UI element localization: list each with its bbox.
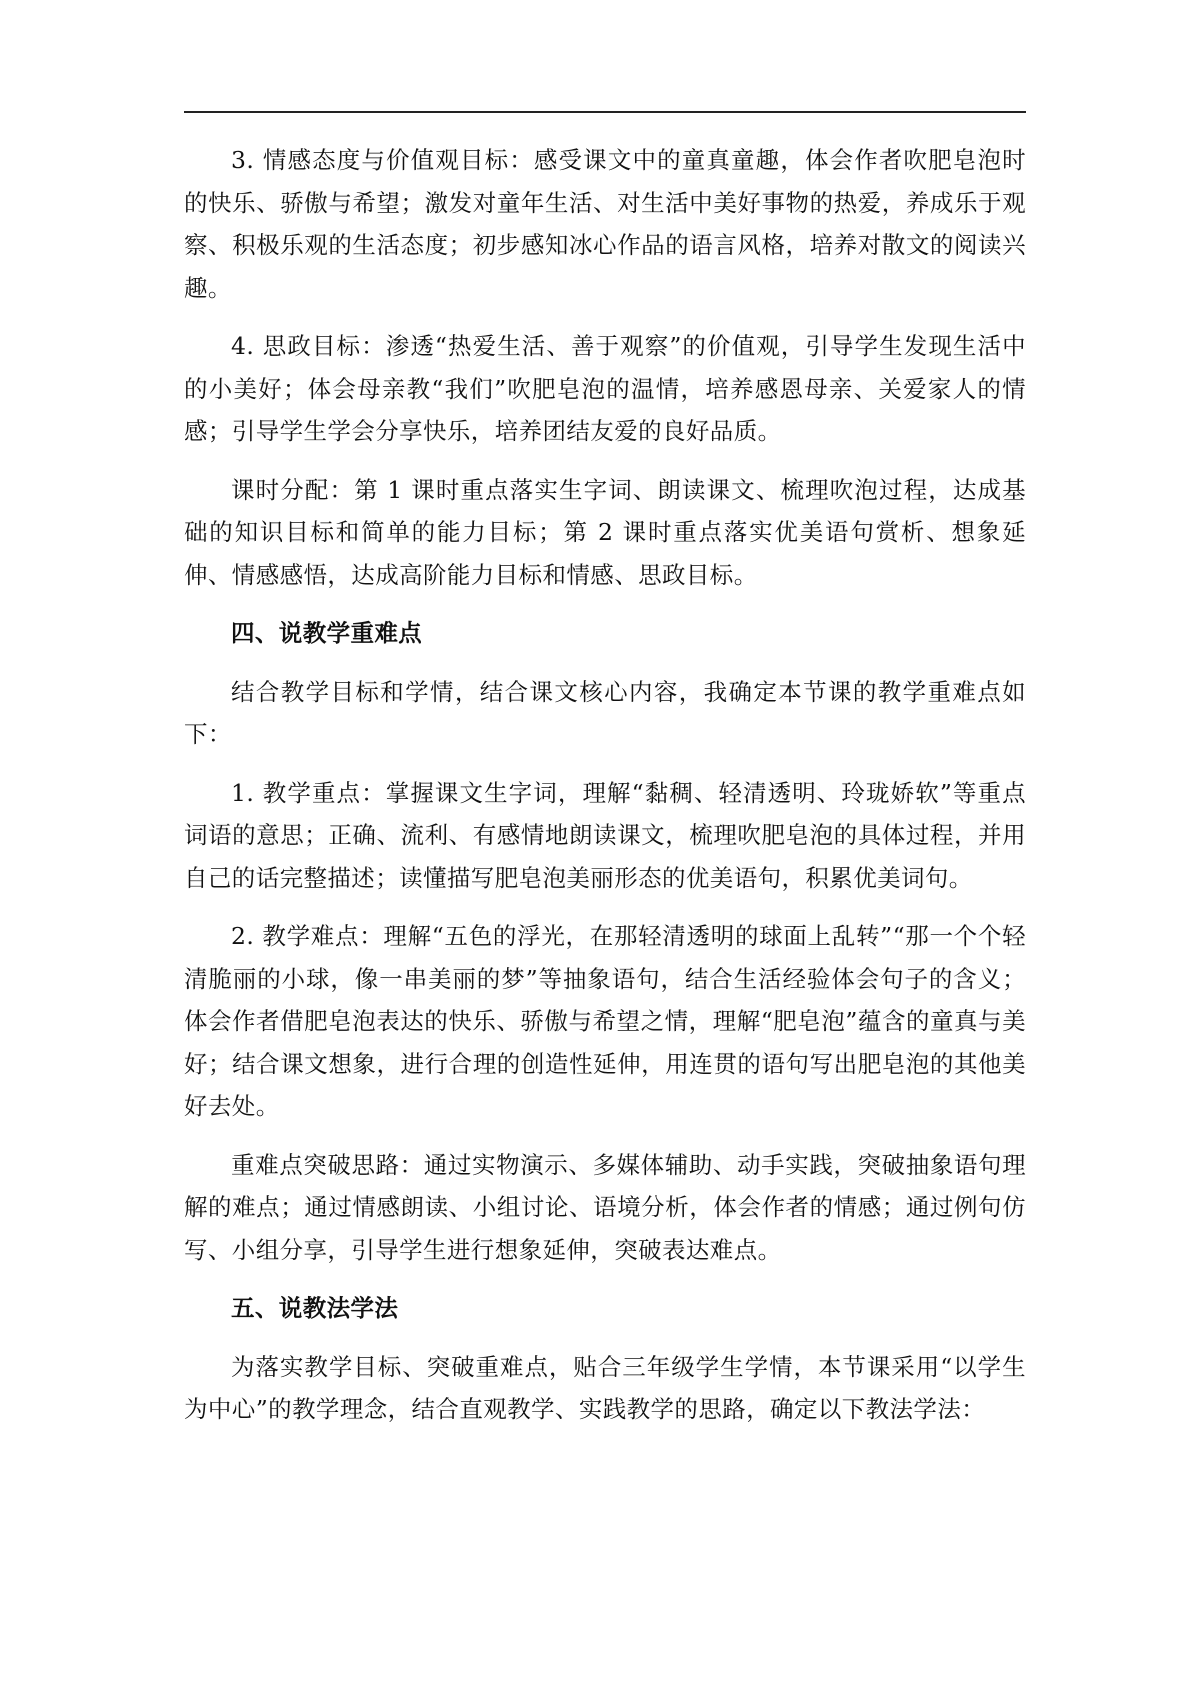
section-heading-methods: 五、说教法学法 [231, 1294, 399, 1322]
paragraph-ideological-goal: 4. 思政目标：渗透“热爱生活、善于观察”的价值观，引导学生发现生活中的小美好；体会母亲教“我们”吹肥皂泡的温情，培养感恩母亲、关爱家人的情感；引导学生学会分享快乐，培养团结友爱的良好品质。 [184, 332, 1026, 445]
paragraph-emotional-goal: 3. 情感态度与价值观目标：感受课文中的童真童趣，体会作者吹肥皂泡时的快乐、骄傲与希望；激发对童年生活、对生活中美好事物的热爱，养成乐于观察、积极乐观的生活态度；初步感知冰心作品的语言风格，培养对散文的阅读兴趣。 [184, 146, 1026, 302]
section-heading-key-difficult-points: 四、说教学重难点 [231, 619, 423, 647]
paragraph-lesson-allocation: 课时分配：第 1 课时重点落实生字词、朗读课文、梳理吹泡过程，达成基础的知识目标和简单的能力目标；第 2 课时重点落实优美语句赏析、想象延伸、情感感悟，达成高阶能力目标和情感、思政目标。 [184, 475, 1026, 589]
paragraph-breakthrough-approach: 重难点突破思路：通过实物演示、多媒体辅助、动手实践，突破抽象语句理解的难点；通过情感朗读、小组讨论、语境分析，体会作者的情感；通过例句仿写、小组分享，引导学生进行想象延伸，突破表达难点。 [184, 1150, 1026, 1264]
paragraph-key-points-intro: 结合教学目标和学情，结合课文核心内容，我确定本节课的教学重难点如下： [184, 677, 1026, 748]
paragraph-teaching-difficulty: 2. 教学难点：理解“五色的浮光，在那轻清透明的球面上乱转”“那一个个轻清脆丽的小球，像一串美丽的梦”等抽象语句，结合生活经验体会句子的含义；体会作者借肥皂泡表达的快乐、骄傲与希望之情，理解“肥皂泡”蕴含的童真与美好；结合课文想象，进行合理的创造性延伸，用连贯的语句写出肥皂泡的其他美好去处。 [184, 922, 1026, 1120]
header-rule [184, 111, 1026, 113]
paragraph-methods-intro: 为落实教学目标、突破重难点，贴合三年级学生学情，本节课采用“以学生为中心”的教学理念，结合直观教学、实践教学的思路，确定以下教法学法： [184, 1352, 1026, 1423]
document-body [184, 139, 1026, 1447]
paragraph-teaching-focus: 1. 教学重点：掌握课文生字词，理解“黏稠、轻清透明、玲珑娇软”等重点词语的意思；正确、流利、有感情地朗读课文，梳理吹肥皂泡的具体过程，并用自己的话完整描述；读懂描写肥皂泡美丽形态的优美语句，积累优美词句。 [184, 778, 1026, 892]
